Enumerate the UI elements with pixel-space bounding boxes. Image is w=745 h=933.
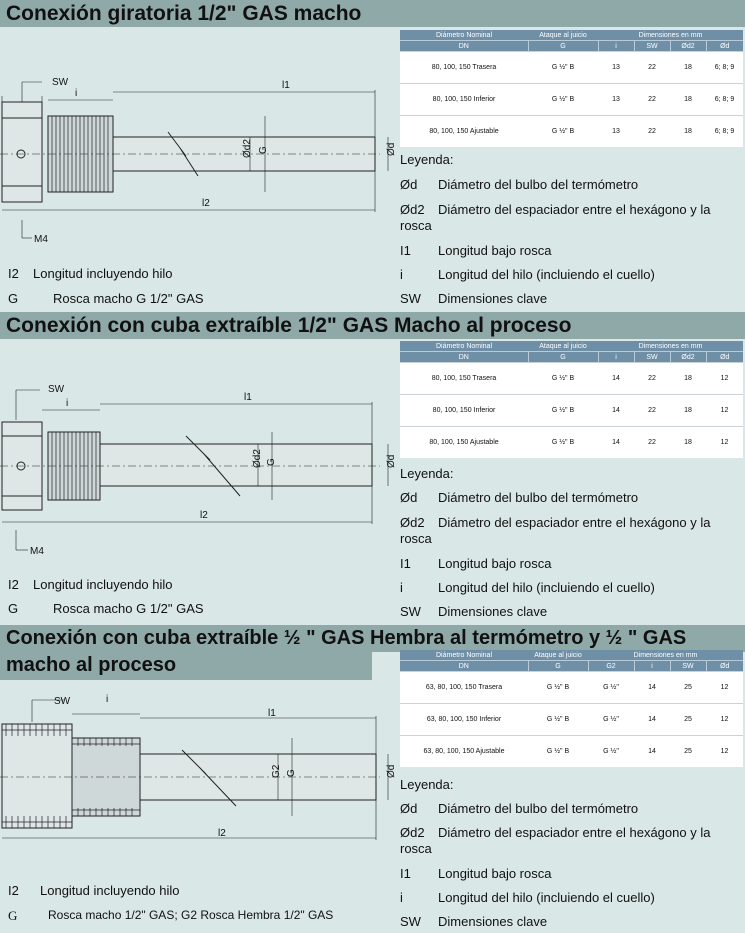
table-header-cell: Dimensiones en mm — [598, 341, 743, 352]
table-cell: 25 — [670, 704, 706, 736]
l1-dimension-label: l1 — [282, 80, 290, 91]
i-dimension-label: i — [66, 398, 69, 409]
table-header-cell: G — [528, 661, 588, 672]
legend-text: Diámetro del espaciador entre el hexágono y la rosca — [400, 825, 711, 856]
table-cell: 13 — [598, 84, 634, 116]
legend-heading: Leyenda: — [400, 466, 454, 481]
table-cell: G ½" — [588, 736, 634, 768]
table-cell: 18 — [670, 84, 706, 116]
table-cell: 14 — [598, 427, 634, 459]
l1-dimension-label: l1 — [268, 708, 276, 719]
legend-symbol: G — [8, 601, 19, 616]
table-cell: 25 — [670, 672, 706, 704]
d2-dimension-label: Ød2 — [252, 449, 263, 468]
table-header-cell: Dimensiones en mm — [598, 30, 743, 41]
legend-symbol: I2 — [8, 883, 19, 898]
table-cell: 80, 100, 150 Trasera — [400, 363, 528, 395]
legend-symbol: SW — [400, 291, 421, 306]
l2-dimension-label: l2 — [200, 510, 208, 521]
section-2-title: Conexión con cuba extraíble 1/2" GAS Macho al proceso — [0, 312, 745, 339]
table-header-cell: DN — [400, 41, 528, 52]
legend-symbol: I1 — [400, 243, 411, 258]
table-cell: 6; 8; 9 — [706, 116, 743, 148]
legend-row — [400, 515, 740, 547]
table-cell: G ½" B — [528, 116, 598, 148]
table-cell: G ½" B — [528, 672, 588, 704]
section-1-technical-drawing — [0, 70, 398, 250]
table-header-cell: Ød — [706, 661, 743, 672]
table-row — [400, 52, 743, 84]
table-cell: 12 — [706, 736, 743, 768]
table-cell: 14 — [598, 395, 634, 427]
table-header-cell: Ataque al juicio — [528, 30, 598, 41]
i-dimension-label: i — [75, 88, 78, 99]
legend-symbol: Ød — [400, 490, 418, 505]
table-row — [400, 363, 743, 395]
table-cell: 12 — [706, 395, 743, 427]
table-cell: G ½" B — [528, 736, 588, 768]
table-cell: G ½" B — [528, 84, 598, 116]
table-cell: 18 — [670, 116, 706, 148]
table-cell: 22 — [634, 116, 670, 148]
table-cell: 25 — [670, 736, 706, 768]
section-3-legend-right — [400, 777, 745, 933]
l1-dimension-label: l1 — [244, 392, 252, 403]
section-2-legend-right — [400, 466, 745, 626]
legend-text: Diámetro del bulbo del termómetro — [438, 177, 639, 192]
legend-text: Dimensiones clave — [438, 604, 548, 619]
section-3-title-line-2: macho al proceso — [0, 652, 372, 680]
legend-text: Longitud incluyendo hilo — [33, 266, 173, 281]
sw-dimension-label: SW — [54, 696, 71, 707]
table-row — [400, 427, 743, 459]
table-header-cell: Diámetro Nominal — [400, 650, 528, 661]
table-cell: 63, 80, 100, 150 Inferior — [400, 704, 528, 736]
table-cell: 14 — [634, 704, 670, 736]
table-header-row — [400, 341, 743, 352]
table-header-cell: G2 — [588, 661, 634, 672]
section-3-technical-drawing — [0, 690, 398, 860]
legend-symbol: I1 — [400, 556, 411, 571]
d-dimension-label: Ød — [386, 454, 397, 468]
legend-text: Diámetro del espaciador entre el hexágono y la rosca — [400, 515, 711, 546]
table-header-cell: i — [634, 661, 670, 672]
table-subheader-row — [400, 661, 743, 672]
table-cell: 18 — [670, 363, 706, 395]
table-header-cell: Diámetro Nominal — [400, 341, 528, 352]
table-cell: 80, 100, 150 Ajustable — [400, 116, 528, 148]
sw-dimension-label: SW — [48, 384, 65, 395]
section-2-legend-left — [8, 577, 388, 617]
table-cell: 18 — [670, 427, 706, 459]
table-cell: 80, 100, 150 Inferior — [400, 395, 528, 427]
table-header-cell: DN — [400, 661, 528, 672]
legend-text: Rosca macho 1/2" GAS; G2 Rosca Hembra 1/2" GAS — [48, 908, 334, 922]
legend-symbol: Ød — [400, 177, 418, 192]
g2-dimension-label: G2 — [271, 764, 282, 778]
table-cell: G ½" B — [528, 52, 598, 84]
table-cell: 80, 100, 150 Trasera — [400, 52, 528, 84]
legend-symbol: i — [400, 267, 403, 282]
legend-heading: Leyenda: — [400, 777, 454, 792]
table-header-cell: i — [598, 352, 634, 363]
section-2-technical-drawing — [0, 380, 398, 560]
table-row — [400, 116, 743, 148]
table-subheader-row — [400, 352, 743, 363]
table-cell: 12 — [706, 427, 743, 459]
table-header-cell: Ataque al juicio — [528, 650, 588, 661]
legend-row — [400, 202, 740, 234]
legend-text: Dimensiones clave — [438, 914, 548, 929]
d-dimension-label: Ød — [386, 764, 397, 778]
legend-symbol: I1 — [400, 866, 411, 881]
table-row — [400, 84, 743, 116]
table-cell: 13 — [598, 52, 634, 84]
section-3-title-line-1: Conexión con cuba extraíble ½ " GAS Hembra al termómetro y ½ " GAS — [0, 625, 745, 652]
table-header-cell: Ød — [706, 352, 743, 363]
legend-text: Longitud bajo rosca — [438, 866, 552, 881]
legend-row — [400, 825, 740, 857]
table-cell: 22 — [634, 363, 670, 395]
table-header-cell: SW — [634, 41, 670, 52]
legend-symbol: Ød2 — [400, 515, 425, 530]
section-1-title: Conexión giratoria 1/2" GAS macho — [0, 0, 745, 27]
table-header-cell: Ataque al juicio — [528, 341, 598, 352]
legend-symbol: Ød2 — [400, 825, 425, 840]
d2-dimension-label: Ød2 — [242, 139, 253, 158]
table-cell: 18 — [670, 395, 706, 427]
legend-text: Longitud del hilo (incluiendo el cuello) — [438, 890, 655, 905]
legend-text: Dimensiones clave — [438, 291, 548, 306]
table-header-cell: DN — [400, 352, 528, 363]
d-dimension-label: Ød — [386, 142, 397, 156]
table-header-cell: Ød — [706, 41, 743, 52]
table-row — [400, 736, 743, 768]
legend-text: Rosca macho G 1/2" GAS — [53, 601, 204, 616]
legend-text: Longitud del hilo (incluiendo el cuello) — [438, 580, 655, 595]
table-row — [400, 672, 743, 704]
l2-dimension-label: l2 — [202, 198, 210, 209]
m4-dimension-label: M4 — [34, 234, 48, 245]
legend-symbol: G — [8, 291, 19, 306]
table-cell: 63, 80, 100, 150 Trasera — [400, 672, 528, 704]
table-header-cell: SW — [670, 661, 706, 672]
table-cell: 80, 100, 150 Inferior — [400, 84, 528, 116]
sw-dimension-label: SW — [52, 77, 69, 88]
legend-text: Longitud bajo rosca — [438, 243, 552, 258]
table-cell: G ½" — [588, 704, 634, 736]
table-row — [400, 395, 743, 427]
legend-text: Diámetro del bulbo del termómetro — [438, 801, 639, 816]
legend-symbol: I2 — [8, 266, 19, 281]
legend-symbol: SW — [400, 914, 421, 929]
table-row — [400, 704, 743, 736]
g-dimension-label: G — [266, 458, 277, 466]
legend-symbol: i — [400, 890, 403, 905]
table-header-row — [400, 650, 743, 661]
table-cell: 14 — [634, 736, 670, 768]
legend-text: Longitud bajo rosca — [438, 556, 552, 571]
table-cell: 22 — [634, 52, 670, 84]
table-header-cell: G — [528, 352, 598, 363]
table-subheader-row — [400, 41, 743, 52]
table-cell: G ½" — [588, 672, 634, 704]
section-1-legend-right — [400, 152, 745, 312]
table-cell: 22 — [634, 427, 670, 459]
table-cell: 13 — [598, 116, 634, 148]
section-3-dimensions-table — [400, 650, 743, 767]
table-header-cell: SW — [634, 352, 670, 363]
table-cell: 14 — [598, 363, 634, 395]
m4-dimension-label: M4 — [30, 546, 44, 557]
table-cell: 12 — [706, 672, 743, 704]
legend-heading: Leyenda: — [400, 152, 454, 167]
legend-symbol: SW — [400, 604, 421, 619]
table-cell: G ½" B — [528, 427, 598, 459]
legend-symbol: I2 — [8, 577, 19, 592]
legend-text: Diámetro del bulbo del termómetro — [438, 490, 639, 505]
section-1-dimensions-table — [400, 30, 743, 147]
table-cell: 80, 100, 150 Ajustable — [400, 427, 528, 459]
legend-text: Longitud incluyendo hilo — [33, 577, 173, 592]
legend-text: Rosca macho G 1/2" GAS — [53, 291, 204, 306]
table-header-row — [400, 30, 743, 41]
g-dimension-label: G — [258, 146, 269, 154]
table-cell: 63, 80, 100, 150 Ajustable — [400, 736, 528, 768]
legend-symbol: Ød — [400, 801, 418, 816]
legend-text: Longitud incluyendo hilo — [40, 883, 180, 898]
table-cell: 22 — [634, 395, 670, 427]
table-cell: 6; 8; 9 — [706, 52, 743, 84]
legend-symbol: Ød2 — [400, 202, 425, 217]
table-header-cell: G — [528, 41, 598, 52]
table-cell: 12 — [706, 363, 743, 395]
legend-text: Diámetro del espaciador entre el hexágono y la rosca — [400, 202, 711, 233]
legend-symbol: G — [8, 908, 18, 923]
section-3-legend-left — [8, 883, 393, 927]
table-cell: 12 — [706, 704, 743, 736]
i-dimension-label: i — [106, 694, 109, 705]
table-cell: 18 — [670, 52, 706, 84]
g-dimension-label: G — [286, 769, 297, 777]
section-2-dimensions-table — [400, 341, 743, 458]
table-header-cell: Ød2 — [670, 352, 706, 363]
table-cell: 6; 8; 9 — [706, 84, 743, 116]
table-header-cell: i — [598, 41, 634, 52]
section-1-legend-left — [8, 266, 388, 306]
table-header-cell: Dimensiones en mm — [588, 650, 743, 661]
table-cell: G ½" B — [528, 704, 588, 736]
l2-dimension-label: l2 — [218, 828, 226, 839]
table-cell: 22 — [634, 84, 670, 116]
legend-text: Longitud del hilo (incluiendo el cuello) — [438, 267, 655, 282]
table-cell: G ½" B — [528, 363, 598, 395]
legend-symbol: i — [400, 580, 403, 595]
table-cell: G ½" B — [528, 395, 598, 427]
table-header-cell: Diámetro Nominal — [400, 30, 528, 41]
table-header-cell: Ød2 — [670, 41, 706, 52]
table-cell: 14 — [634, 672, 670, 704]
